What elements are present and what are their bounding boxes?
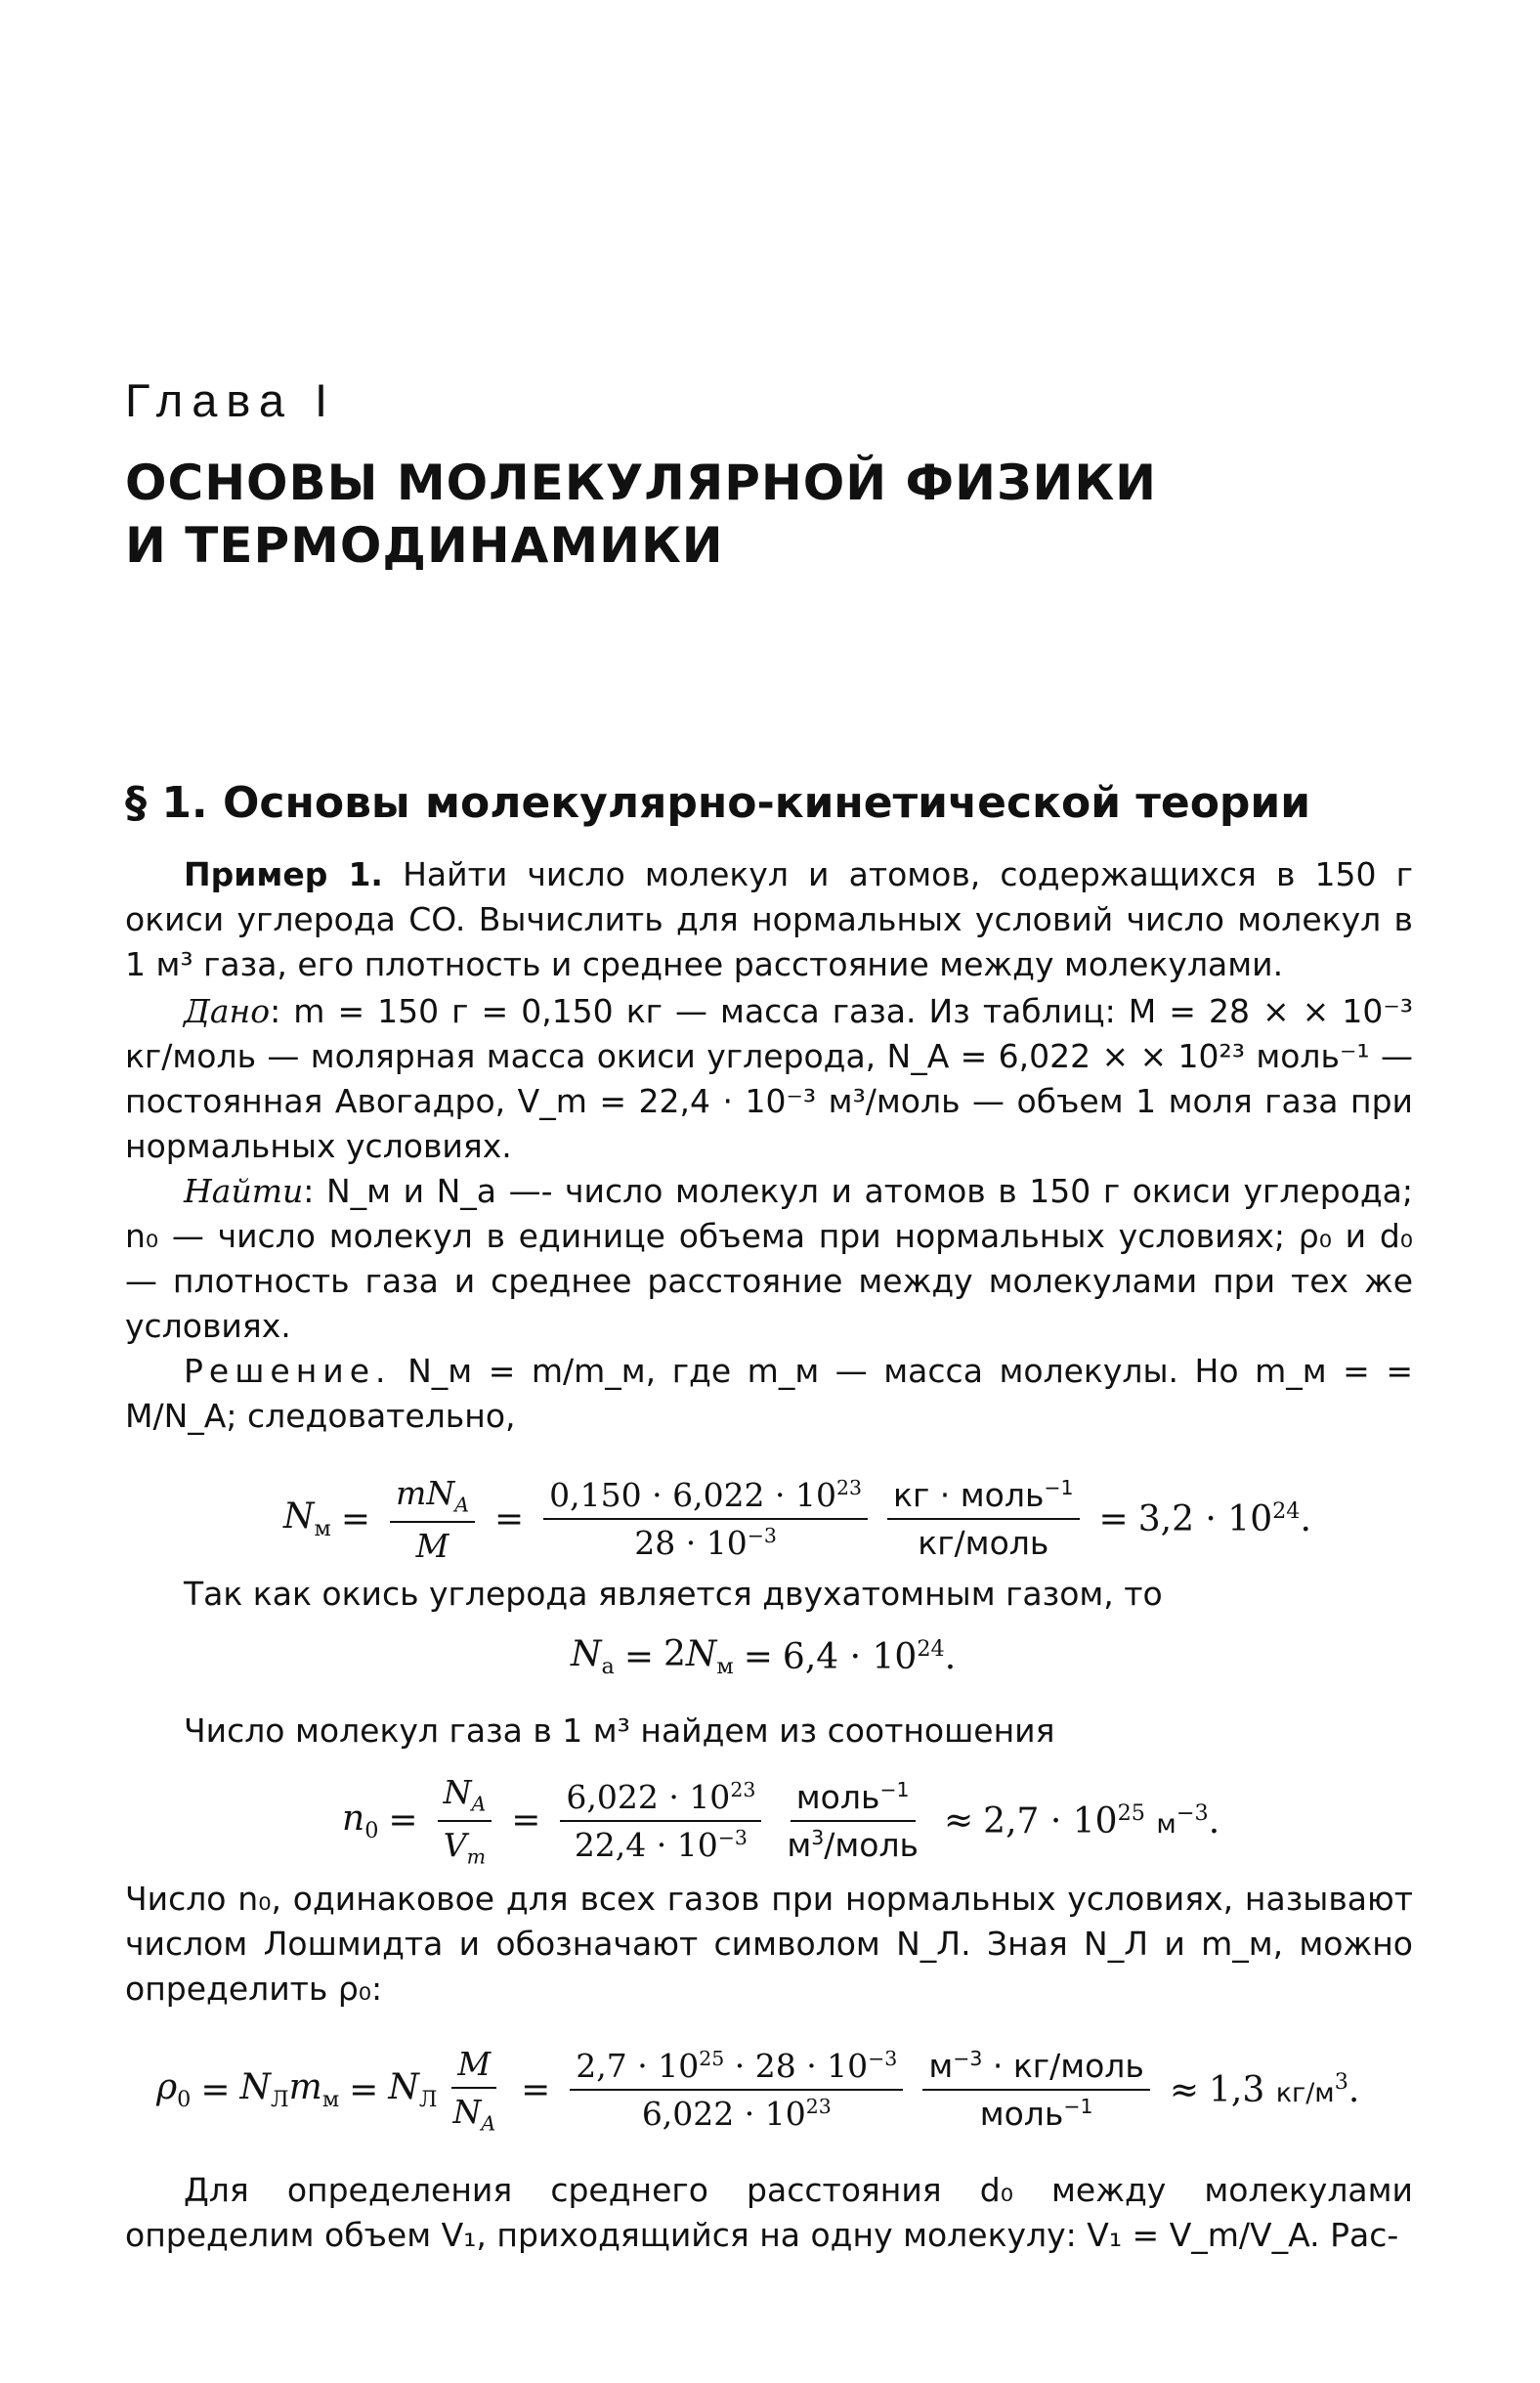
solution-text: N_м = m/m_м, где m_м — масса молекулы. Но m_м = = M/N_A; следовательно, — [125, 1352, 1413, 1435]
solution-paragraph — [125, 1349, 1413, 1439]
solution-label: Решение. — [184, 1352, 392, 1390]
find-paragraph: Найти: N_м и N_а —- число молекул и атомов в 150 г окиси углерода; n₀ — число молекул в единице объема при нормальных условиях; ρ₀ и d₀ — плотность газа и среднее расстояние между молекулами при тех же условиях. — [125, 1172, 1414, 1345]
chapter-title-line-1: ОСНОВЫ МОЛЕКУЛЯРНОЙ ФИЗИКИ — [125, 455, 1158, 511]
paragraph-count: Число молекул газа в 1 м³ найдем из соотношения — [184, 1711, 1055, 1750]
given-label: Дано — [184, 992, 271, 1030]
formula-atom-count: $N_а$ = $2N_м$ = $6,4 \cdot 10^{24}$. — [571, 1634, 957, 1680]
example-label: Пример 1. — [184, 855, 383, 893]
example-text: Найти число молекул и атомов, содержащихся в 150 г окиси углерода CO. Вычислить для нормальных условий число молекул в 1 м³ газа, его плотность и среднее расстояние между молекулами. — [125, 855, 1413, 983]
chapter-label: Глава I — [125, 374, 337, 426]
chapter-title-line-2: И ТЕРМОДИНАМИКИ — [125, 517, 724, 574]
formula-n0: $n_0$ = $\frac{N_A}{V_m}$ = $\frac{6,022 \cdot 10^{23}}{22,4 \cdot 10^{-3}}$ $\frac{моль^{-1}}{м^3/моль}$ ≈ $2,7 \cdot 10^{25}$ $м^{-3}$. — [342, 1773, 1220, 1869]
paragraph-diatomic: Так как окись углерода является двухатомным газом, то — [184, 1575, 1163, 1613]
formula-rho0: $\rho_0$ = $N_Лm_м$ = $N_Л$ $\frac{M}{N_A}$ = $\frac{2,7 \cdot 10^{25} \cdot 28 \cdot 10^{-3}}{6,022 \cdot 10^{23}}$ $\frac{м^{-3} \cdot кг/моль}{моль^{-1}}$ ≈ 1,3 $кг/м^3$. — [156, 2045, 1360, 2136]
find-text: N_м и N_а —- число молекул и атомов в 150 г окиси углерода; n₀ — число молекул в единице объема при нормальных условиях; ρ₀ и d₀ — плотность газа и среднее расстояние между молекулами при тех же условиях. — [125, 1172, 1414, 1345]
find-label: Найти — [184, 1172, 304, 1210]
section-title: § 1. Основы молекулярно-кинетической теории — [125, 778, 1311, 828]
paragraph-distance: Для определения среднего расстояния d₀ между молекулами определим объем V₁, приходящийся на одну молекулу: V₁ = V_m/V_A. Рас- — [125, 2171, 1413, 2254]
formula-molecule-count: $N_м$ = $\frac{mN_A}{M}$ = $\frac{0,150 \cdot 6,022 \cdot 10^{23}}{28 \cdot 10^{-3}}$ $\frac{кг \cdot моль^{-1}}{\text{кг/моль}}$ = $3,2 \cdot 10^{24}$. — [283, 1474, 1311, 1565]
given-text: m = 150 г = 0,150 кг — масса газа. Из таблиц: M = 28 × × 10⁻³ кг/моль — молярная масса окиси углерода, N_A = 6,022 × × 10²³ моль⁻¹ — постоянная Авогадро, V_m = 22,4 · 10⁻³ м³/моль — объем 1 моля газа при нормальных условиях. — [125, 992, 1413, 1165]
given-paragraph: Дано: m = 150 г = 0,150 кг — масса газа. Из таблиц: M = 28 × × 10⁻³ кг/моль — молярная масса окиси углерода, N_A = 6,022 × × 10²³ моль⁻¹ — постоянная Авогадро, V_m = 22,4 · 10⁻³ м³/моль — объем 1 моля газа при нормальных условиях. — [125, 992, 1413, 1165]
paragraph-loschmidt: Число n₀, одинаковое для всех газов при нормальных условиях, называют числом Лошмидта и обозначают символом N_Л. Зная N_Л и m_м, можно определить ρ₀: — [125, 1880, 1413, 2008]
example-paragraph — [125, 852, 1413, 987]
chapter-title — [125, 452, 1157, 577]
